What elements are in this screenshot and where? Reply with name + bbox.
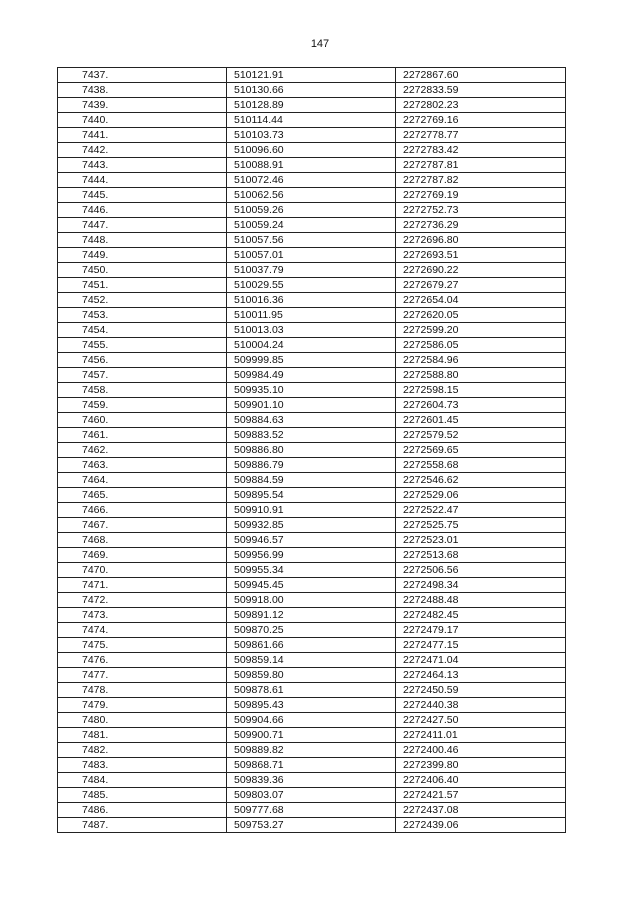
table-row xyxy=(58,143,566,158)
point-number-cell: 7467. xyxy=(58,518,227,533)
table-row xyxy=(58,653,566,668)
x-coordinate-cell: 509945.45 xyxy=(227,578,396,593)
point-number-cell: 7460. xyxy=(58,413,227,428)
table-row xyxy=(58,293,566,308)
table-row xyxy=(58,68,566,83)
y-coordinate-cell: 2272477.15 xyxy=(396,638,566,653)
table-row xyxy=(58,248,566,263)
y-coordinate-cell: 2272833.59 xyxy=(396,83,566,98)
x-coordinate-cell: 510004.24 xyxy=(227,338,396,353)
x-coordinate-cell: 509803.07 xyxy=(227,788,396,803)
table-row xyxy=(58,398,566,413)
table-row xyxy=(58,338,566,353)
y-coordinate-cell: 2272513.68 xyxy=(396,548,566,563)
y-coordinate-cell: 2272498.34 xyxy=(396,578,566,593)
x-coordinate-cell: 509901.10 xyxy=(227,398,396,413)
y-coordinate-cell: 2272783.42 xyxy=(396,143,566,158)
table-row xyxy=(58,743,566,758)
point-number-cell: 7486. xyxy=(58,803,227,818)
y-coordinate-cell: 2272620.05 xyxy=(396,308,566,323)
y-coordinate-cell: 2272440.38 xyxy=(396,698,566,713)
y-coordinate-cell: 2272522.47 xyxy=(396,503,566,518)
y-coordinate-cell: 2272604.73 xyxy=(396,398,566,413)
table-row xyxy=(58,353,566,368)
point-number-cell: 7444. xyxy=(58,173,227,188)
y-coordinate-cell: 2272693.51 xyxy=(396,248,566,263)
y-coordinate-cell: 2272588.80 xyxy=(396,368,566,383)
point-number-cell: 7476. xyxy=(58,653,227,668)
point-number-cell: 7450. xyxy=(58,263,227,278)
table-row xyxy=(58,713,566,728)
y-coordinate-cell: 2272411.01 xyxy=(396,728,566,743)
point-number-cell: 7485. xyxy=(58,788,227,803)
table-row xyxy=(58,758,566,773)
x-coordinate-cell: 509895.43 xyxy=(227,698,396,713)
x-coordinate-cell: 509999.85 xyxy=(227,353,396,368)
y-coordinate-cell: 2272598.15 xyxy=(396,383,566,398)
x-coordinate-cell: 509900.71 xyxy=(227,728,396,743)
y-coordinate-cell: 2272399.80 xyxy=(396,758,566,773)
table-row xyxy=(58,98,566,113)
y-coordinate-cell: 2272769.19 xyxy=(396,188,566,203)
point-number-cell: 7465. xyxy=(58,488,227,503)
point-number-cell: 7478. xyxy=(58,683,227,698)
point-number-cell: 7457. xyxy=(58,368,227,383)
x-coordinate-cell: 509946.57 xyxy=(227,533,396,548)
x-coordinate-cell: 509884.59 xyxy=(227,473,396,488)
x-coordinate-cell: 509859.80 xyxy=(227,668,396,683)
point-number-cell: 7484. xyxy=(58,773,227,788)
point-number-cell: 7474. xyxy=(58,623,227,638)
x-coordinate-cell: 509891.12 xyxy=(227,608,396,623)
table-row xyxy=(58,818,566,833)
page-number: 147 xyxy=(310,38,330,50)
table-row xyxy=(58,548,566,563)
point-number-cell: 7466. xyxy=(58,503,227,518)
x-coordinate-cell: 509956.99 xyxy=(227,548,396,563)
x-coordinate-cell: 509895.54 xyxy=(227,488,396,503)
table-row xyxy=(58,173,566,188)
table-row xyxy=(58,593,566,608)
point-number-cell: 7464. xyxy=(58,473,227,488)
x-coordinate-cell: 510057.56 xyxy=(227,233,396,248)
point-number-cell: 7455. xyxy=(58,338,227,353)
point-number-cell: 7451. xyxy=(58,278,227,293)
y-coordinate-cell: 2272601.45 xyxy=(396,413,566,428)
y-coordinate-cell: 2272525.75 xyxy=(396,518,566,533)
table-row xyxy=(58,113,566,128)
x-coordinate-cell: 510072.46 xyxy=(227,173,396,188)
x-coordinate-cell: 509932.85 xyxy=(227,518,396,533)
x-coordinate-cell: 509878.61 xyxy=(227,683,396,698)
x-coordinate-cell: 509777.68 xyxy=(227,803,396,818)
x-coordinate-cell: 509859.14 xyxy=(227,653,396,668)
y-coordinate-cell: 2272558.68 xyxy=(396,458,566,473)
x-coordinate-cell: 510062.56 xyxy=(227,188,396,203)
point-number-cell: 7438. xyxy=(58,83,227,98)
point-number-cell: 7453. xyxy=(58,308,227,323)
table-row xyxy=(58,458,566,473)
y-coordinate-cell: 2272523.01 xyxy=(396,533,566,548)
x-coordinate-cell: 510103.73 xyxy=(227,128,396,143)
table-row xyxy=(58,83,566,98)
table-row xyxy=(58,383,566,398)
x-coordinate-cell: 509886.80 xyxy=(227,443,396,458)
point-number-cell: 7442. xyxy=(58,143,227,158)
table-row xyxy=(58,608,566,623)
x-coordinate-cell: 509889.82 xyxy=(227,743,396,758)
y-coordinate-cell: 2272471.04 xyxy=(396,653,566,668)
table-row xyxy=(58,128,566,143)
y-coordinate-cell: 2272546.62 xyxy=(396,473,566,488)
y-coordinate-cell: 2272437.08 xyxy=(396,803,566,818)
y-coordinate-cell: 2272439.06 xyxy=(396,818,566,833)
point-number-cell: 7482. xyxy=(58,743,227,758)
y-coordinate-cell: 2272690.22 xyxy=(396,263,566,278)
table-row xyxy=(58,323,566,338)
table-row xyxy=(58,443,566,458)
x-coordinate-cell: 509868.71 xyxy=(227,758,396,773)
x-coordinate-cell: 509753.27 xyxy=(227,818,396,833)
table-row xyxy=(58,773,566,788)
table-row xyxy=(58,428,566,443)
y-coordinate-cell: 2272769.16 xyxy=(396,113,566,128)
y-coordinate-cell: 2272450.59 xyxy=(396,683,566,698)
y-coordinate-cell: 2272802.23 xyxy=(396,98,566,113)
x-coordinate-cell: 510121.91 xyxy=(227,68,396,83)
x-coordinate-cell: 509884.63 xyxy=(227,413,396,428)
x-coordinate-cell: 509918.00 xyxy=(227,593,396,608)
table-row xyxy=(58,278,566,293)
y-coordinate-cell: 2272488.48 xyxy=(396,593,566,608)
y-coordinate-cell: 2272427.50 xyxy=(396,713,566,728)
x-coordinate-cell: 510057.01 xyxy=(227,248,396,263)
point-number-cell: 7452. xyxy=(58,293,227,308)
x-coordinate-cell: 509886.79 xyxy=(227,458,396,473)
table-row xyxy=(58,233,566,248)
y-coordinate-cell: 2272654.04 xyxy=(396,293,566,308)
x-coordinate-cell: 510011.95 xyxy=(227,308,396,323)
y-coordinate-cell: 2272400.46 xyxy=(396,743,566,758)
y-coordinate-cell: 2272736.29 xyxy=(396,218,566,233)
point-number-cell: 7448. xyxy=(58,233,227,248)
y-coordinate-cell: 2272529.06 xyxy=(396,488,566,503)
point-number-cell: 7458. xyxy=(58,383,227,398)
x-coordinate-cell: 509883.52 xyxy=(227,428,396,443)
point-number-cell: 7449. xyxy=(58,248,227,263)
point-number-cell: 7475. xyxy=(58,638,227,653)
table-row xyxy=(58,623,566,638)
x-coordinate-cell: 509910.91 xyxy=(227,503,396,518)
y-coordinate-cell: 2272787.82 xyxy=(396,173,566,188)
point-number-cell: 7445. xyxy=(58,188,227,203)
x-coordinate-cell: 510096.60 xyxy=(227,143,396,158)
x-coordinate-cell: 510016.36 xyxy=(227,293,396,308)
x-coordinate-cell: 509839.36 xyxy=(227,773,396,788)
point-number-cell: 7463. xyxy=(58,458,227,473)
table-row xyxy=(58,638,566,653)
x-coordinate-cell: 510037.79 xyxy=(227,263,396,278)
table-row xyxy=(58,263,566,278)
point-number-cell: 7480. xyxy=(58,713,227,728)
table-row xyxy=(58,218,566,233)
table-row xyxy=(58,473,566,488)
point-number-cell: 7487. xyxy=(58,818,227,833)
point-number-cell: 7471. xyxy=(58,578,227,593)
table-row xyxy=(58,803,566,818)
point-number-cell: 7473. xyxy=(58,608,227,623)
table-row xyxy=(58,203,566,218)
table-row xyxy=(58,683,566,698)
point-number-cell: 7483. xyxy=(58,758,227,773)
point-number-cell: 7440. xyxy=(58,113,227,128)
table-row xyxy=(58,728,566,743)
table-row xyxy=(58,368,566,383)
table-row xyxy=(58,308,566,323)
y-coordinate-cell: 2272599.20 xyxy=(396,323,566,338)
point-number-cell: 7477. xyxy=(58,668,227,683)
y-coordinate-cell: 2272579.52 xyxy=(396,428,566,443)
point-number-cell: 7481. xyxy=(58,728,227,743)
table-row xyxy=(58,533,566,548)
table-row xyxy=(58,788,566,803)
x-coordinate-cell: 510059.24 xyxy=(227,218,396,233)
y-coordinate-cell: 2272787.81 xyxy=(396,158,566,173)
y-coordinate-cell: 2272479.17 xyxy=(396,623,566,638)
point-number-cell: 7454. xyxy=(58,323,227,338)
x-coordinate-cell: 509935.10 xyxy=(227,383,396,398)
point-number-cell: 7447. xyxy=(58,218,227,233)
point-number-cell: 7443. xyxy=(58,158,227,173)
point-number-cell: 7437. xyxy=(58,68,227,83)
coordinates-table xyxy=(57,67,566,833)
coordinates-table-body xyxy=(58,68,566,833)
table-row xyxy=(58,158,566,173)
point-number-cell: 7468. xyxy=(58,533,227,548)
y-coordinate-cell: 2272421.57 xyxy=(396,788,566,803)
table-row xyxy=(58,578,566,593)
y-coordinate-cell: 2272696.80 xyxy=(396,233,566,248)
x-coordinate-cell: 509870.25 xyxy=(227,623,396,638)
point-number-cell: 7470. xyxy=(58,563,227,578)
x-coordinate-cell: 510059.26 xyxy=(227,203,396,218)
y-coordinate-cell: 2272752.73 xyxy=(396,203,566,218)
y-coordinate-cell: 2272464.13 xyxy=(396,668,566,683)
x-coordinate-cell: 509984.49 xyxy=(227,368,396,383)
table-row xyxy=(58,413,566,428)
table-row xyxy=(58,563,566,578)
x-coordinate-cell: 510029.55 xyxy=(227,278,396,293)
y-coordinate-cell: 2272506.56 xyxy=(396,563,566,578)
point-number-cell: 7461. xyxy=(58,428,227,443)
x-coordinate-cell: 510128.89 xyxy=(227,98,396,113)
x-coordinate-cell: 509861.66 xyxy=(227,638,396,653)
table-row xyxy=(58,503,566,518)
y-coordinate-cell: 2272586.05 xyxy=(396,338,566,353)
x-coordinate-cell: 510114.44 xyxy=(227,113,396,128)
point-number-cell: 7439. xyxy=(58,98,227,113)
y-coordinate-cell: 2272584.96 xyxy=(396,353,566,368)
table-row xyxy=(58,518,566,533)
table-row xyxy=(58,668,566,683)
table-row xyxy=(58,698,566,713)
point-number-cell: 7459. xyxy=(58,398,227,413)
y-coordinate-cell: 2272482.45 xyxy=(396,608,566,623)
point-number-cell: 7472. xyxy=(58,593,227,608)
x-coordinate-cell: 510130.66 xyxy=(227,83,396,98)
point-number-cell: 7479. xyxy=(58,698,227,713)
table-row xyxy=(58,188,566,203)
x-coordinate-cell: 510088.91 xyxy=(227,158,396,173)
point-number-cell: 7462. xyxy=(58,443,227,458)
point-number-cell: 7456. xyxy=(58,353,227,368)
x-coordinate-cell: 510013.03 xyxy=(227,323,396,338)
y-coordinate-cell: 2272778.77 xyxy=(396,128,566,143)
table-row xyxy=(58,488,566,503)
y-coordinate-cell: 2272679.27 xyxy=(396,278,566,293)
point-number-cell: 7441. xyxy=(58,128,227,143)
point-number-cell: 7469. xyxy=(58,548,227,563)
y-coordinate-cell: 2272569.65 xyxy=(396,443,566,458)
y-coordinate-cell: 2272867.60 xyxy=(396,68,566,83)
x-coordinate-cell: 509904.66 xyxy=(227,713,396,728)
point-number-cell: 7446. xyxy=(58,203,227,218)
x-coordinate-cell: 509955.34 xyxy=(227,563,396,578)
y-coordinate-cell: 2272406.40 xyxy=(396,773,566,788)
